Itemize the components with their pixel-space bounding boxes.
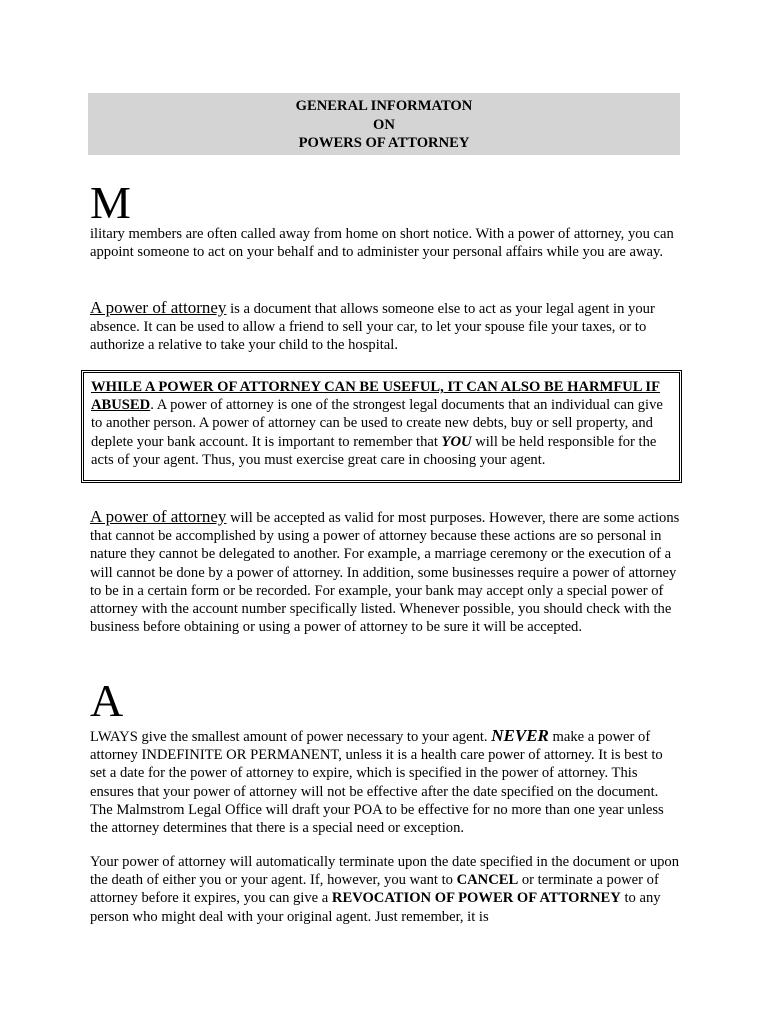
- warning-heading: WHILE A POWER OF ATTORNEY CAN BE USEFUL, IT CAN ALSO BE HARMFUL IF ABUSED: [91, 379, 660, 414]
- never-emphasis: NEVER: [491, 726, 549, 745]
- revocation-emphasis: REVOCATION OF POWER OF ATTORNEY: [331, 890, 621, 907]
- definition-text: is a document that allows someone else to act as your legal agent in your absence. It can be used to allow a friend to sell your car, to let your spouse file your taxes, or to authorize a relative to take your child to the hospital.: [90, 301, 655, 354]
- always-text-1: LWAYS give the smallest amount of power necessary to your agent.: [90, 729, 492, 745]
- dropcap-a: A: [90, 675, 124, 726]
- cancel-emphasis: CANCEL: [456, 872, 519, 889]
- title-line-3: POWERS OF ATTORNEY: [298, 135, 470, 151]
- always-text-2: make a power of attorney INDEFINITE OR PERMANENT, unless it is a health care power of attorney. It is best to set a date for the power of attorney to expire, which is specified in the power of attorney. This ensures that your power of attorney will not be effective after the date specified on the document. The Malmstrom Legal Office will draft your POA to be effective for no more than one year unless the attorney determines that there is a special need or exception.: [90, 729, 664, 837]
- validity-paragraph: [90, 508, 680, 636]
- warning-box: [81, 370, 682, 483]
- warning-paragraph: [91, 378, 671, 469]
- termination-text-2: or terminate a power of attorney before it expires, you can give a: [90, 872, 659, 907]
- validity-text: will be accepted as valid for most purposes. However, there are some actions that cannot be accomplished by using a power of attorney because these actions are so personal in nature they cannot be delegated to another. For example, a marriage ceremony or the execution of a will cannot be done by a power of attorney. In addition, some businesses require a power of attorney to be in a certain form or be recorded. For example, your bank may accept only a special power of attorney with the account number specifically listed. Whenever possible, you should check with the business before obtaining or using a power of attorney to be sure it will be accepted.: [90, 510, 680, 636]
- always-paragraph: [90, 727, 680, 837]
- intro-paragraph: ilitary members are often called away from home on short notice. With a power of attorney, you can appoint someone to act on your behalf and to administer your personal affairs while you are away.: [90, 226, 674, 261]
- termination-paragraph: [90, 853, 680, 926]
- title-line-2: ON: [373, 116, 395, 133]
- lead-phrase-2: A power of attorney: [90, 507, 227, 526]
- warning-emphasis: YOU: [441, 433, 472, 450]
- dropcap-m: M: [90, 177, 131, 228]
- warning-text-2: will be held responsible for the acts of your agent. Thus, you must exercise great care in choosing your agent.: [91, 433, 657, 468]
- termination-text-3: to any person who might deal with your original agent. Just remember, it is: [90, 890, 661, 925]
- lead-phrase: A power of attorney: [90, 298, 227, 317]
- termination-text-1: Your power of attorney will automatically terminate upon the date specified in the document or upon the death of either you or your agent. If, however, you want to: [90, 854, 680, 889]
- title-line-1: GENERAL INFORMATON: [295, 98, 473, 114]
- title-banner: [88, 93, 680, 155]
- warning-text-1: . A power of attorney is one of the strongest legal documents that an individual can give to another person. A power of attorney can be used to create new debts, buy or sell property, and deplete your bank account. It is important to remember that: [91, 397, 663, 450]
- definition-paragraph: [90, 299, 680, 355]
